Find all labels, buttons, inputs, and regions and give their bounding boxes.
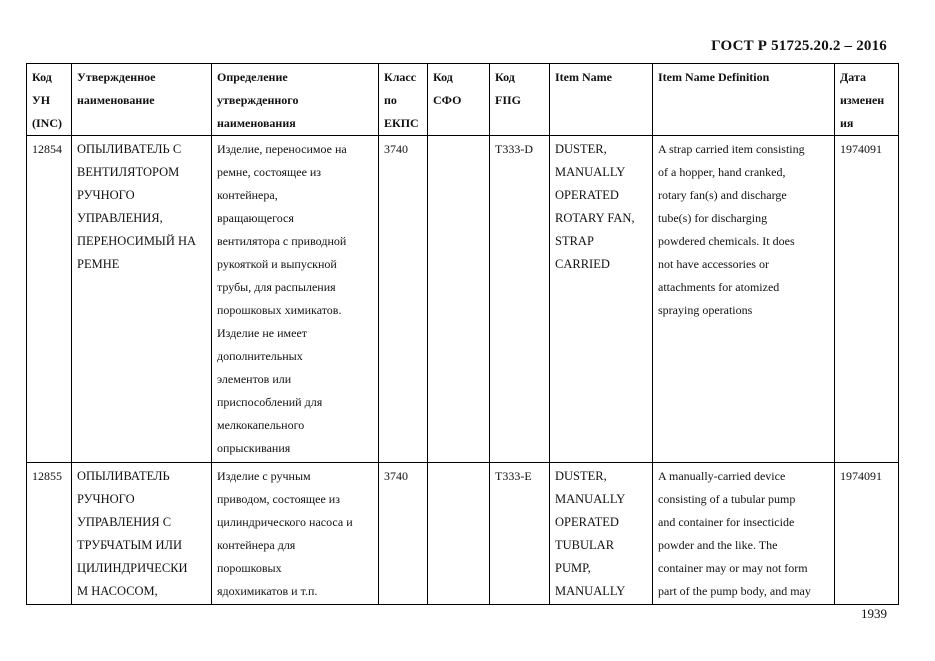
text-line: powdered chemicals. It does [658, 234, 795, 248]
header-sfo-code [428, 64, 490, 136]
text-line: not have accessories or [658, 257, 769, 271]
text-line: ядохимикатов и т.п. [217, 584, 318, 598]
text-line: DUSTER, [555, 142, 607, 156]
text-line: дополнительных [217, 349, 303, 363]
text-line: РУЧНОГО [77, 188, 135, 202]
text-line: мелкокапельного [217, 418, 305, 432]
cell-item-name [550, 463, 653, 605]
text-line: MANUALLY [555, 584, 626, 598]
text-line: consisting of a tubular pump [658, 492, 796, 506]
text-line: Item Name Definition [658, 70, 770, 84]
text-line: рукояткой и выпускной [217, 257, 337, 271]
text-line: элементов или [217, 372, 292, 386]
text-line: УПРАВЛЕНИЯ, [77, 211, 163, 225]
text-line: утвержденного [217, 93, 299, 107]
cell-item-name-definition [653, 136, 835, 463]
text-line: and container for insecticide [658, 515, 795, 529]
text-line: приспособлений для [217, 395, 323, 409]
document-standard-code: ГОСТ Р 51725.20.2 – 2016 [711, 38, 887, 54]
text-line: Изделие, переносимое на [217, 142, 347, 156]
text-line: CARRIED [555, 257, 610, 271]
item-name-table [26, 63, 899, 605]
text-line: TUBULAR [555, 538, 615, 552]
cell-sfo-code [428, 463, 490, 605]
text-line: вентилятора с приводной [217, 234, 347, 248]
text-line: наименования [217, 116, 296, 130]
text-line: порошковых химикатов. [217, 303, 342, 317]
text-line: ия [840, 116, 854, 130]
cell-ekps-class: 3740 [379, 136, 428, 463]
text-line: трубы, для распыления [217, 280, 336, 294]
cell-sfo-code [428, 136, 490, 463]
header-inc-code [27, 64, 72, 136]
text-line: powder and the like. The [658, 538, 778, 552]
text-line: вращающегося [217, 211, 294, 225]
text-line: изменен [840, 93, 885, 107]
text-line: (INC) [32, 116, 62, 130]
text-line: Код [433, 70, 453, 84]
text-line: Код [495, 70, 515, 84]
header-ekps-class [379, 64, 428, 136]
cell-definition [212, 463, 379, 605]
header-item-name-definition [653, 64, 835, 136]
text-line: Изделие не имеет [217, 326, 308, 340]
cell-fiig-code: T333-D [490, 136, 550, 463]
text-line: порошковых [217, 561, 282, 575]
table-header-row [27, 64, 899, 136]
text-line: контейнера, [217, 188, 278, 202]
text-line: OPERATED [555, 515, 619, 529]
text-line: ремне, состоящее из [217, 165, 322, 179]
text-line: MANUALLY [555, 165, 626, 179]
header-fiig-code [490, 64, 550, 136]
page-number: 1939 [861, 606, 887, 621]
cell-item-name [550, 136, 653, 463]
text-line: Item Name [555, 70, 612, 84]
cell-definition [212, 136, 379, 463]
text-line: of a hopper, hand cranked, [658, 165, 786, 179]
cell-fiig-code: T333-E [490, 463, 550, 605]
cell-approved-name [72, 136, 212, 463]
text-line: ОПЫЛИВАТЕЛЬ [77, 469, 170, 483]
text-line: rotary fan(s) and discharge [658, 188, 787, 202]
text-line: РЕМНЕ [77, 257, 120, 271]
text-line: контейнера для [217, 538, 296, 552]
text-line: цилиндрического насоса и [217, 515, 353, 529]
text-line: Утвержденное [77, 70, 156, 84]
text-line: A manually-carried device [658, 469, 786, 483]
header-definition [212, 64, 379, 136]
text-line: MANUALLY [555, 492, 626, 506]
cell-inc: 12855 [27, 463, 72, 605]
text-line: container may or may not form [658, 561, 808, 575]
text-line: part of the pump body, and may [658, 584, 811, 598]
text-line: ОПЫЛИВАТЕЛЬ С [77, 142, 182, 156]
text-line: STRAP [555, 234, 594, 248]
text-line: tube(s) for discharging [658, 211, 768, 225]
text-line: ТРУБЧАТЫМ ИЛИ [77, 538, 183, 552]
text-line: ЦИЛИНДРИЧЕСКИ [77, 561, 188, 575]
text-line: spraying operations [658, 303, 753, 317]
cell-change-date: 1974091 [835, 136, 899, 463]
text-line: FIIG [495, 93, 522, 107]
text-line: ПЕРЕНОСИМЫЙ НА [77, 234, 197, 248]
text-line: PUMP, [555, 561, 591, 575]
header-change-date [835, 64, 899, 136]
text-line: УПРАВЛЕНИЯ С [77, 515, 172, 529]
cell-ekps-class: 3740 [379, 463, 428, 605]
text-line: ВЕНТИЛЯТОРОМ [77, 165, 180, 179]
text-line: OPERATED [555, 188, 619, 202]
text-line: ROTARY FAN, [555, 211, 635, 225]
text-line: УН [32, 93, 51, 107]
text-line: М НАСОСОМ, [77, 584, 158, 598]
header-approved-name [72, 64, 212, 136]
text-line: приводом, состоящее из [217, 492, 340, 506]
cell-change-date: 1974091 [835, 463, 899, 605]
text-line: attachments for atomized [658, 280, 780, 294]
text-line: СФО [433, 93, 462, 107]
table-row [27, 463, 899, 605]
text-line: РУЧНОГО [77, 492, 135, 506]
text-line: Определение [217, 70, 288, 84]
text-line: Дата [840, 70, 866, 84]
table-row [27, 136, 899, 463]
cell-inc: 12854 [27, 136, 72, 463]
text-line: Код [32, 70, 52, 84]
text-line: DUSTER, [555, 469, 607, 483]
header-item-name [550, 64, 653, 136]
text-line: опрыскивания [217, 441, 291, 455]
text-line: A strap carried item consisting [658, 142, 805, 156]
text-line: наименование [77, 93, 155, 107]
text-line: Изделие с ручным [217, 469, 311, 483]
text-line: Класс [384, 70, 417, 84]
text-line: по [384, 93, 397, 107]
text-line: ЕКПС [384, 116, 419, 130]
cell-item-name-definition [653, 463, 835, 605]
cell-approved-name [72, 463, 212, 605]
